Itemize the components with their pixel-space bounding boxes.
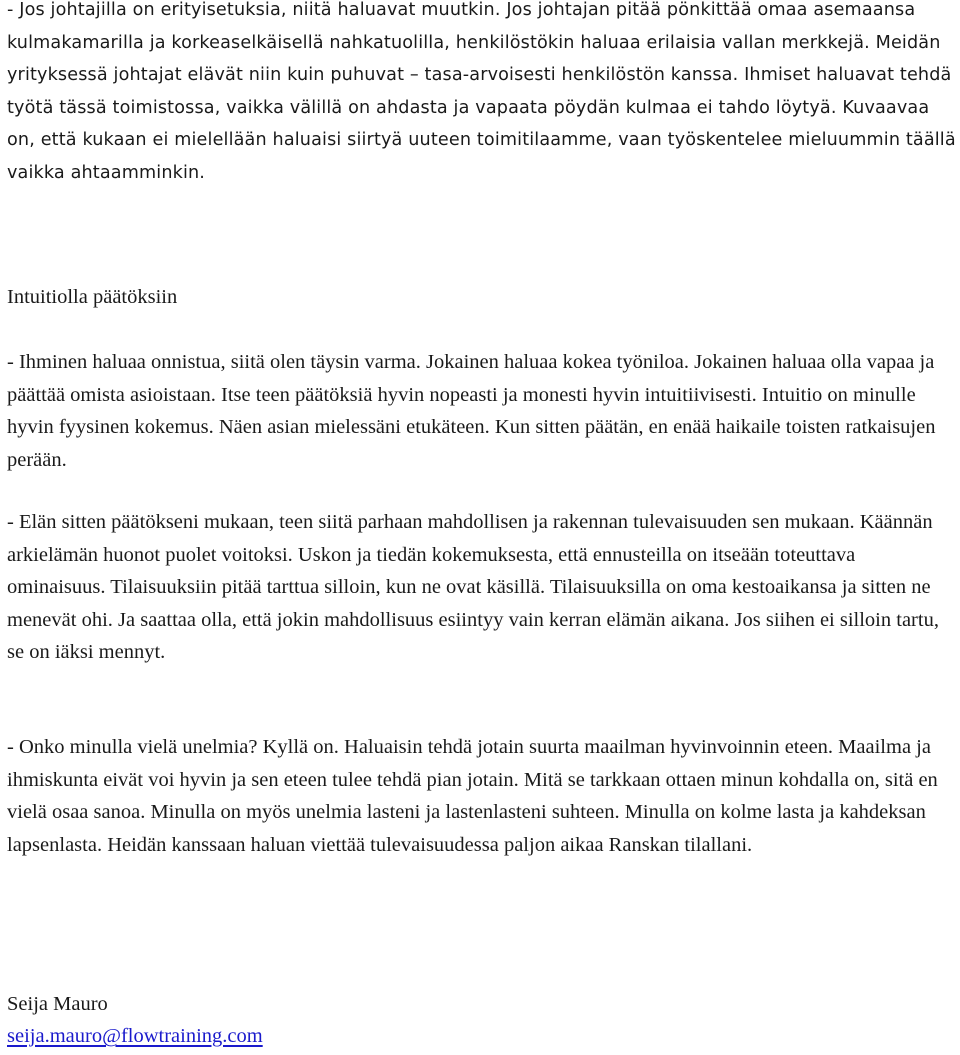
section-heading: Intuitiolla päätöksiin (7, 286, 178, 308)
signature-name: Seija Mauro (7, 993, 108, 1015)
decisions-paragraph: - Elän sitten päätökseni mukaan, teen siitä parhaan mahdollisen ja rakennan tulevaisuuden sen mukaan. Käännän arkielämän huonot puolet voitoksi. Uskon ja tiedän kokemuksesta, että ennusteilla on itseään toteuttava ominaisuus. Tilaisuuksiin pitää tarttua silloin, kun ne ovat käsillä. Tilaisuuksilla on oma kestoaikansa ja sitten ne menevät ohi. Ja saattaa olla, että jokin mahdollisuus esiintyy vain kerran elämän aikana. Jos siihen ei silloin tartu, se on iäksi mennyt. (7, 511, 939, 664)
intro-paragraph: - Jos johtajilla on erityisetuksia, niitä haluavat muutkin. Jos johtajan pitää pönkittää omaa asemaansa kulmakamarilla ja korkeaselkäisellä nahkatuolilla, henkilöstökin haluaa erilaisia vallan merkkejä. Meidän yrityksessä johtajat elävät niin kuin puhuvat – tasa-arvoisesti henkilöstön kanssa. Ihmiset haluavat tehdä työtä tässä toimistossa, vaikka välillä on ahdasta ja vapaata pöydän kulmaa ei tahdo löytyä. Kuvaavaa on, että kukaan ei mielellään haluaisi siirtyä uuteen toimitilaamme, vaan työskentelee mieluummin täällä vaikka ahtaamminkin. (7, 0, 956, 183)
email-link[interactable]: seija.mauro@flowtraining.com (7, 1025, 263, 1047)
signature-email-line (7, 1020, 263, 1053)
dreams-paragraph: - Onko minulla vielä unelmia? Kyllä on. Haluaisin tehdä jotain suurta maailman hyvinvoinnin eteen. Maailma ja ihmiskunta eivät voi hyvin ja sen eteen tulee tehdä pian jotain. Mitä se tarkkaan ottaen minun kohdalla on, sitä en vielä osaa sanoa. Minulla on myös unelmia lasteni ja lastenlasteni suhteen. Minulla on kolme lasta ja kahdeksan lapsenlasta. Heidän kanssaan haluan viettää tulevaisuudessa paljon aikaa Ranskan tilallani. (7, 736, 938, 856)
intuition-paragraph: - Ihminen haluaa onnistua, siitä olen täysin varma. Jokainen haluaa kokea työniloa. Jokainen haluaa olla vapaa ja päättää omista asioistaan. Itse teen päätöksiä hyvin nopeasti ja monesti hyvin intuitiivisesti. Intuitio on minulle hyvin fyysinen kokemus. Näen asian mielessäni etukäteen. Kun sitten päätän, en enää haikaile toisten ratkaisujen perään. (7, 351, 936, 471)
